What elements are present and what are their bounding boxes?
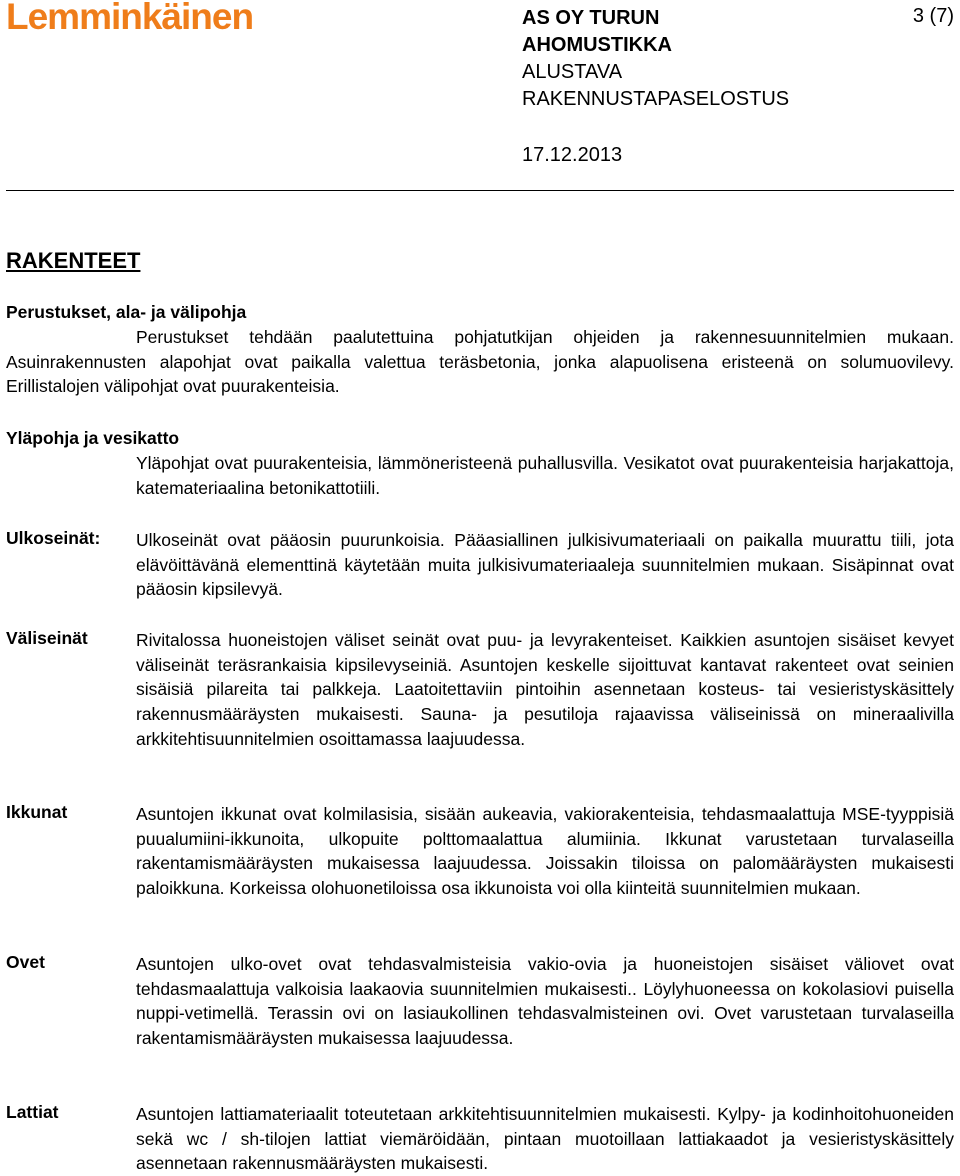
- document-type-line2: RAKENNUSTAPASELOSTUS: [522, 88, 790, 110]
- heading-ylapohja: Yläpohja ja vesikatto: [6, 428, 180, 448]
- paragraph-ikkunat: Asuntojen ikkunat ovat kolmilasisia, sisään aukeavia, vakiorakenteisia, tehdasmaalattuja MSE-tyyppisiä puualumiini-ikkunoita, ulkopuite polttomaalattua alumiinia. Ikkunat varustetaan turvalaseilla rakentamismääräysten mukaisessa laajuudessa. Joissakin tiloissa on palomääräysten mukaisesti paloikkuna. Korkeissa olohuonetiloissa osa ikkunoista voi olla kiinteitä suunnitelmien mukaan.: [136, 804, 954, 899]
- label-valiseinat: Väliseinät: [6, 628, 88, 648]
- label-ovet: Ovet: [6, 952, 45, 972]
- paragraph-ovet: Asuntojen ulko-ovet ovat tehdasvalmisteisia vakio-ovia ja huoneistojen sisäiset väliovet ovat tehdasmaalattuja valkoisia laakaovia suunnitelmien mukaisesti.. Löylyhuoneessa on kokolasiovi puisella nuppi-vetimellä. Terassin ovi on lasiaukollinen tehdasvalmisteinen ovi. Ovet varustetaan turvalaseilla rakentamismääräysten mukaisessa laajuudessa.: [136, 954, 954, 1049]
- document-type-line1: ALUSTAVA: [522, 61, 623, 83]
- project-title-line2: AHOMUSTIKKA: [522, 34, 672, 56]
- company-logo: Lemminkäinen: [6, 0, 254, 37]
- heading-perustukset: Perustukset, ala- ja välipohja: [6, 302, 247, 322]
- document-date: 17.12.2013: [522, 144, 623, 166]
- paragraph-lattiat: Asuntojen lattiamateriaalit toteutetaan arkkitehtisuunnitelmien mukaisesti. Kylpy- ja kodinhoitohuoneiden sekä wc / sh-tilojen lattiat viemäröidään, pintaan muotoillaan lattiakaadot ja vesieristyskäsittely asennetaan rakennusmääräysten mukaisesti.: [136, 1104, 954, 1174]
- paragraph-valiseinat: Rivitalossa huoneistojen väliset seinät ovat puu- ja levyrakenteiset. Kaikkien asuntojen sisäiset kevyet väliseinät teräsrankaisia kipsilevyseiniä. Asuntojen keskelle sijoittuvat kantavat rakenteet ovat seinien sisäisiä pilareita tai palkkeja. Laatoitettaviin pintoihin asennetaan kosteus- tai vesieristyskäsittely rakennusmääräysten mukaisesti. Sauna- ja pesutiloja rajaavissa väliseinissä on mineraalivilla arkkitehtisuunnitelmien osoittamassa laajuudessa.: [136, 630, 954, 749]
- page-number: 3 (7): [912, 5, 954, 27]
- paragraph-ulkoseinat: Ulkoseinät ovat pääosin puurunkoisia. Pääasiallinen julkisivumateriaali on paikalla muurattu tiili, jota elävöittävänä elementtinä käytetään muita julkisivumateriaaleja suunnitelmien mukaan. Sisäpinnat ovat pääosin kipsilevyä.: [136, 530, 954, 600]
- label-ulkoseinat: Ulkoseinät:: [6, 528, 101, 548]
- document-header: [522, 5, 789, 113]
- header-divider: [6, 190, 954, 191]
- paragraph-perustukset: Perustukset tehdään paalutettuina pohjatutkijan ohjeiden ja rakennesuunnitelmien mukaan. Asuinrakennusten alapohjat ovat paikalla valettua teräsbetonia, jonka alapuolisena eristeenä on solumuovilevy. Erillistalojen välipohjat ovat puurakenteisia.: [6, 327, 954, 397]
- project-title-line1: AS OY TURUN: [522, 7, 660, 29]
- paragraph-ylapohja: Yläpohjat ovat puurakenteisia, lämmöneristeenä puhallusvilla. Vesikatot ovat puurakenteisia harjakattoja, katemateriaalina betonikattotiili.: [136, 453, 954, 498]
- label-ikkunat: Ikkunat: [6, 802, 68, 822]
- label-lattiat: Lattiat: [6, 1102, 59, 1122]
- section-title: RAKENTEET: [6, 248, 141, 273]
